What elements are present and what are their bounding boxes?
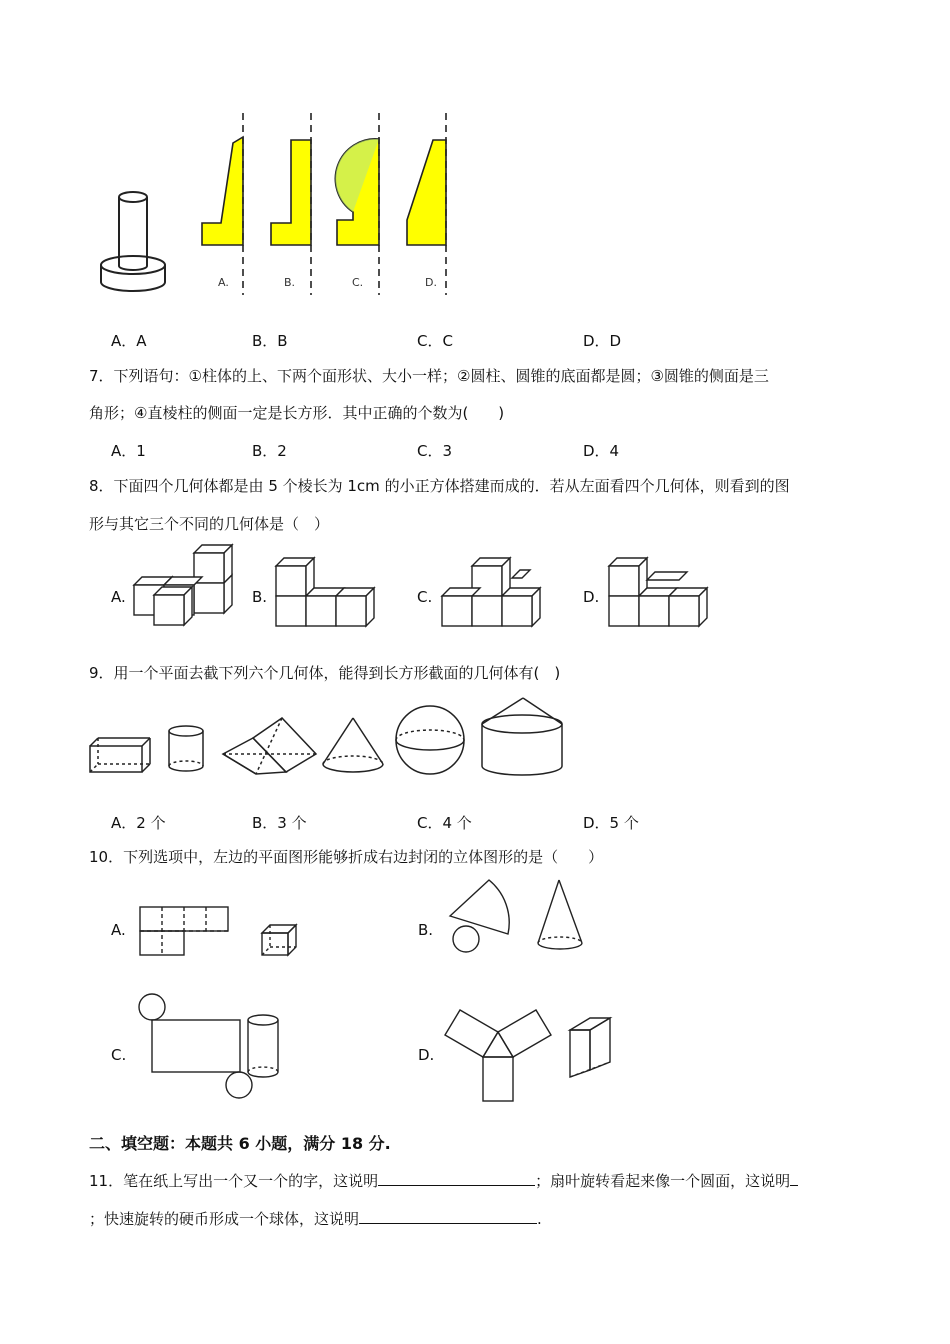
q11-text-part4: .: [537, 1210, 542, 1228]
q6-option-b[interactable]: B．B: [252, 332, 288, 350]
cuboid-icon: [90, 738, 150, 772]
q10-stem: 10．下列选项中，左边的平面图形能够折成右边封闭的立体图形的是（ ）: [89, 848, 604, 866]
figure-label-b: B.: [284, 276, 296, 289]
q8-option-d-cubes: [609, 558, 719, 630]
q10-option-a-figure: [138, 905, 303, 960]
q10-option-c-label[interactable]: C.: [111, 1046, 127, 1064]
option-b-cross-section: [271, 113, 311, 295]
q9-option-a[interactable]: A．2 个: [111, 814, 166, 832]
q9-option-d[interactable]: D．5 个: [583, 814, 639, 832]
q7-stem-line2: 角形；④直棱柱的侧面一定是长方形．其中正确的个数为( ): [89, 404, 505, 422]
option-a-cross-section: [202, 113, 243, 295]
figure-label-d: D.: [425, 276, 437, 289]
option-c-cross-section: [335, 113, 379, 295]
cone-on-cylinder-icon: [482, 698, 562, 775]
cone-icon: [323, 718, 383, 772]
q11-blank-1[interactable]: [378, 1169, 535, 1186]
q8-option-b-label[interactable]: B.: [252, 588, 268, 606]
figure-label-a: A.: [218, 276, 229, 289]
q9-solids: [86, 696, 566, 781]
q8-option-c-label[interactable]: C.: [417, 588, 433, 606]
q8-option-a-cubes: [134, 545, 244, 630]
q7-stem-line1: 7．下列语句：①柱体的上、下两个面形状、大小一样；②圆柱、圆锥的底面都是圆；③圆锥的侧面是三: [89, 367, 769, 385]
q11-text-part3: ；快速旋转的硬币形成一个球体，这说明: [89, 1210, 360, 1228]
section-2-title: 二、填空题：本题共 6 小题，满分 18 分.: [89, 1134, 391, 1153]
q11-text-part1: 11．笔在纸上写出一个又一个的字，这说明: [89, 1172, 379, 1190]
q10-option-a-label[interactable]: A.: [111, 921, 126, 939]
q6-option-c[interactable]: C．C: [417, 332, 453, 350]
q11-blank-2[interactable]: [790, 1169, 798, 1186]
figure-label-c: C.: [352, 276, 364, 289]
q6-option-a[interactable]: A．A: [111, 332, 147, 350]
q10-option-b-label[interactable]: B.: [418, 921, 434, 939]
q6-figure: [90, 105, 470, 305]
q9-option-c[interactable]: C．4 个: [417, 814, 472, 832]
q10-option-d-figure: [445, 1002, 620, 1104]
q8-option-a-label[interactable]: A.: [111, 588, 126, 606]
q8-option-b-cubes: [276, 558, 391, 630]
q10-option-c-figure: [136, 990, 286, 1105]
q11-blank-3[interactable]: [359, 1207, 537, 1224]
q8-stem-line2: 形与其它三个不同的几何体是（ ）: [89, 515, 330, 533]
cylinder-on-disc-solid: [101, 192, 165, 291]
triangular-prism-icon: [223, 718, 316, 774]
q7-option-a[interactable]: A．1: [111, 442, 146, 460]
q8-option-c-cubes: [442, 558, 552, 630]
sphere-icon: [396, 706, 464, 774]
q9-option-b[interactable]: B．3 个: [252, 814, 307, 832]
q11-text-part2: ；扇叶旋转看起来像一个圆面，这说明: [535, 1172, 791, 1190]
q8-option-d-label[interactable]: D.: [583, 588, 600, 606]
option-d-cross-section: [407, 113, 446, 295]
q10-option-b-figure: [446, 876, 591, 956]
q10-option-d-label[interactable]: D.: [418, 1046, 435, 1064]
q11-line2: [89, 1207, 542, 1229]
q11-line1: [89, 1169, 798, 1191]
q6-option-d[interactable]: D．D: [583, 332, 622, 350]
q8-stem-line1: 8．下面四个几何体都是由 5 个棱长为 1cm 的小正方体搭建而成的．若从左面看四个几何体，则看到的图: [89, 477, 790, 495]
q7-option-c[interactable]: C．3: [417, 442, 453, 460]
q9-stem: 9．用一个平面去截下列六个几何体，能得到长方形截面的几何体有( ): [89, 664, 561, 682]
q7-option-b[interactable]: B．2: [252, 442, 287, 460]
q7-option-d[interactable]: D．4: [583, 442, 620, 460]
cylinder-icon: [169, 726, 203, 771]
